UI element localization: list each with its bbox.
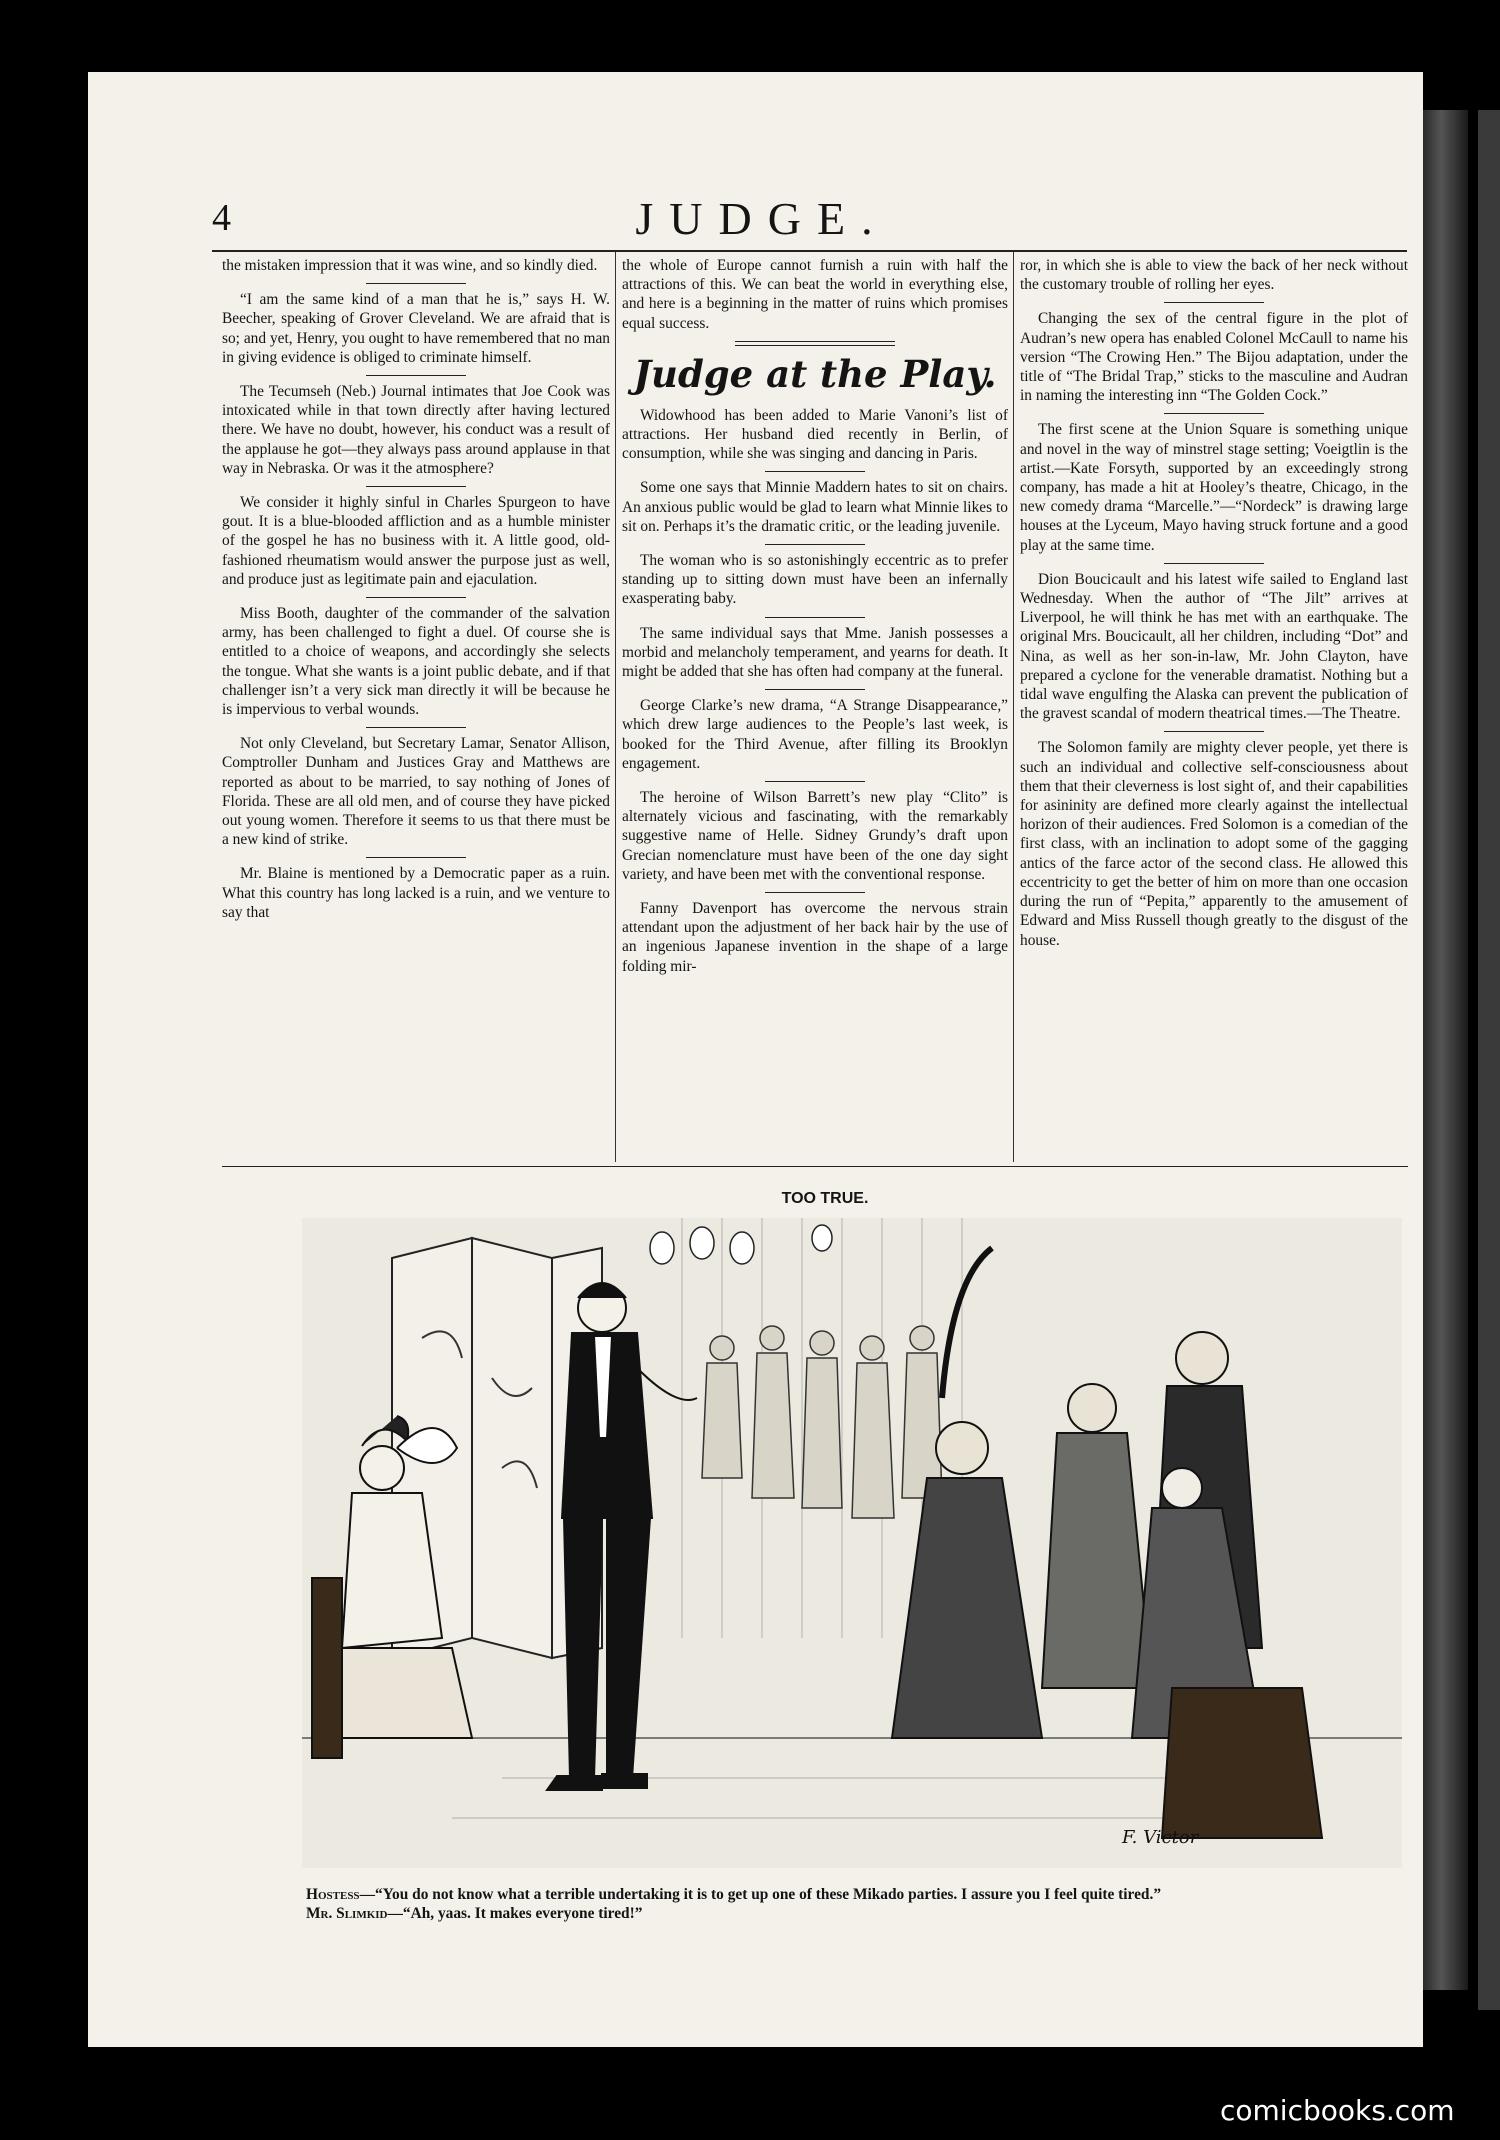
book-edge — [1478, 110, 1500, 2010]
masthead: JUDGE. — [635, 193, 889, 244]
caption-text: —“You do not know what a terrible undertaking it is to get up one of these Mikado parties. I assure you I feel quite tired.” — [359, 1886, 1162, 1903]
separator — [366, 486, 466, 487]
paragraph: Dion Boucicault and his latest wife sailed to England last Wednesday. When the author of “The Jilt” arrives at Liverpool, he will think he has met with an earthquake. The original Mrs. Boucicault, all her children, including “Dot” and Nina, as well as her son-in-law, Mr. John Clayton, have prepared a cyclone for the venerable dramatist. Nothing but a tidal wave engulfing the Alaska can prevent the publication of the gravest scandal of modern theatrical times.—The Theatre. — [1020, 570, 1408, 723]
paragraph: The heroine of Wilson Barrett’s new play “Clito” is alternately vicious and fascinating, with the remarkably suggestive name of Helle. Sidney Grundy’s draft upon Grecian nomenclature must have been of the one day sight variety, and have been met with the conventional response. — [622, 789, 1008, 883]
section-title: Judge at the Play. — [633, 351, 997, 396]
separator — [765, 689, 865, 690]
separator — [366, 857, 466, 858]
page-number: 4 — [212, 197, 231, 239]
separator — [366, 727, 466, 728]
separator — [765, 471, 865, 472]
paragraph: Not only Cleveland, but Secretary Lamar, Senator Allison, Comptroller Dunham and Justices Gray and Matthews are reported as about to be married, to say nothing of Jones of Florida. These are all old men, and of course they have picked out young women. Therefore it seems to us that there must be a new kind of strike. — [222, 735, 610, 849]
paragraph: Fanny Davenport has overcome the nervous strain attendant upon the adjustment of her back hair by the use of an ingenious Japanese invention in the shape of a large folding mir- — [622, 900, 1008, 975]
paragraph: The Tecumseh (Neb.) Journal intimates that Joe Cook was intoxicated while in that town directly after having lectured there. We have no doubt, however, his conduct was a result of the applause he got—they always pass around applause in that way in Nebraska. Or was it the atmosphere? — [222, 383, 610, 477]
paragraph: the mistaken impression that it was wine, and so kindly died. — [222, 257, 598, 274]
separator — [1164, 563, 1264, 564]
artist-signature: F. Victor — [1122, 1827, 1199, 1848]
paragraph: Miss Booth, daughter of the commander of the salvation army, has been challenged to fight a duel. Of course she is entitled to a choice of weapons, and accordingly she selects the tongue. What she wants is a joint public debate, and if that challenger isn’t a very sick man directly it will be because he is impervious to verbal wounds. — [222, 605, 610, 719]
caption-speaker: Hostess — [306, 1886, 360, 1903]
column-3 — [1020, 256, 1408, 958]
separator — [366, 597, 466, 598]
cartoon-illustration — [302, 1218, 1402, 1868]
paragraph: “I am the same kind of a man that he is,” says H. W. Beecher, speaking of Grover Cleveland. We are afraid that is so; and yet, Henry, you ought to have remembered that no man in giving evidence is obliged to criminate himself. — [222, 291, 610, 366]
separator — [765, 892, 865, 893]
separator — [366, 283, 466, 284]
separator — [765, 617, 865, 618]
paragraph: Widowhood has been added to Marie Vanoni’s list of attractions. Her husband died recently in Berlin, of consumption, while she was singing and dancing in Paris. — [622, 406, 1008, 463]
column-divider — [1013, 252, 1014, 1162]
column-1 — [222, 256, 610, 930]
paragraph: Some one says that Minnie Maddern hates to sit on chairs. An anxious public would be glad to learn what Minnie likes to sit on. Perhaps it’s the dramatic critic, or the leading juvenile. — [622, 479, 1008, 535]
paragraph: Changing the sex of the central figure in the plot of Audran’s new opera has enabled Colonel McCaull to name his version “The Crowing Hen.” The Bijou adaptation, under the title of “The Bridal Trap,” sticks to the masculine and Audran in naming the interesting inn “The Golden Cock.” — [1020, 310, 1408, 405]
separator — [1164, 413, 1264, 414]
paragraph: The first scene at the Union Square is something unique and novel in the way of minstrel stage setting; Voeigtlin is the artist.—Kate Forsyth, supported by an exceedingly strong company, has made a hit at Hooley’s theatre, Chicago, in the new comedy drama “Marcelle.”—“Nordeck” is drawing large houses at the Lyceum, Mayo having struck fortune and a good play at the same time. — [1020, 421, 1408, 554]
paragraph: The Solomon family are mighty clever people, yet there is such an individual and collective self-consciousness about them that their cleverness is lost sight of, and their capabilities for asininity are defined more clearly against the intellectual horizon of their audiences. Fred Solomon is a comedian of the first class, with an inclination to adopt some of the gagging antics of the farce actor of the second class. He allowed this eccentricity to get the better of him on more than one occasion during the run of “Pepita,” apparently to the amusement of Edward and Miss Russell though greatly to the disgust of the house. — [1020, 739, 1408, 949]
paragraph: the whole of Europe cannot furnish a ruin with half the attractions of this. We can beat the world in everything else, and here is a beginning in the matter of ruins which promises equal success. — [622, 257, 1008, 332]
column-divider — [615, 252, 616, 1162]
caption-line-2 — [306, 1904, 1401, 1923]
caption-speaker: Mr. Slimkid — [306, 1905, 388, 1922]
header-rule — [212, 250, 1407, 252]
section-rule — [222, 1166, 1408, 1167]
cartoon-caption — [306, 1885, 1401, 1923]
book-spine — [1423, 110, 1468, 1990]
paragraph: We consider it highly sinful in Charles Spurgeon to have gout. It is a blue-blooded affliction and as a humble minister of the gospel he has no business with it. A little good, old-fashioned rheumatism would answer the purpose just as well, and produce just as legitimate pain and ejaculation. — [222, 494, 610, 588]
paragraph: The same individual says that Mme. Janish possesses a morbid and melancholy temperament, and yearns for death. It might be added that she has often had company at the funeral. — [622, 624, 1008, 681]
paragraph: George Clarke’s new drama, “A Strange Disappearance,” which drew large audiences to the People’s last week, is booked for the Third Avenue, after filling its Brooklyn engagement. — [622, 697, 1008, 772]
separator — [1164, 302, 1264, 303]
paragraph: The woman who is so astonishingly eccentric as to prefer standing up to sitting down must have been an infernally exasperating baby. — [622, 552, 1008, 608]
paragraph: ror, in which she is able to view the back of her neck without the customary trouble of rolling her eyes. — [1020, 257, 1408, 294]
caption-line-1 — [306, 1885, 1401, 1904]
separator — [1164, 731, 1264, 732]
separator — [366, 375, 466, 376]
double-separator — [735, 341, 895, 346]
paragraph: Mr. Blaine is mentioned by a Democratic paper as a ruin. What this country has long lacked is a ruin, and we venture to say that — [222, 865, 610, 921]
separator — [765, 781, 865, 782]
watermark: comicbooks.com — [1220, 2094, 1455, 2127]
column-2 — [622, 256, 1008, 984]
caption-text: —“Ah, yaas. It makes everyone tired!” — [387, 1905, 643, 1922]
separator — [765, 544, 865, 545]
cartoon-title: TOO TRUE. — [781, 1190, 869, 1207]
